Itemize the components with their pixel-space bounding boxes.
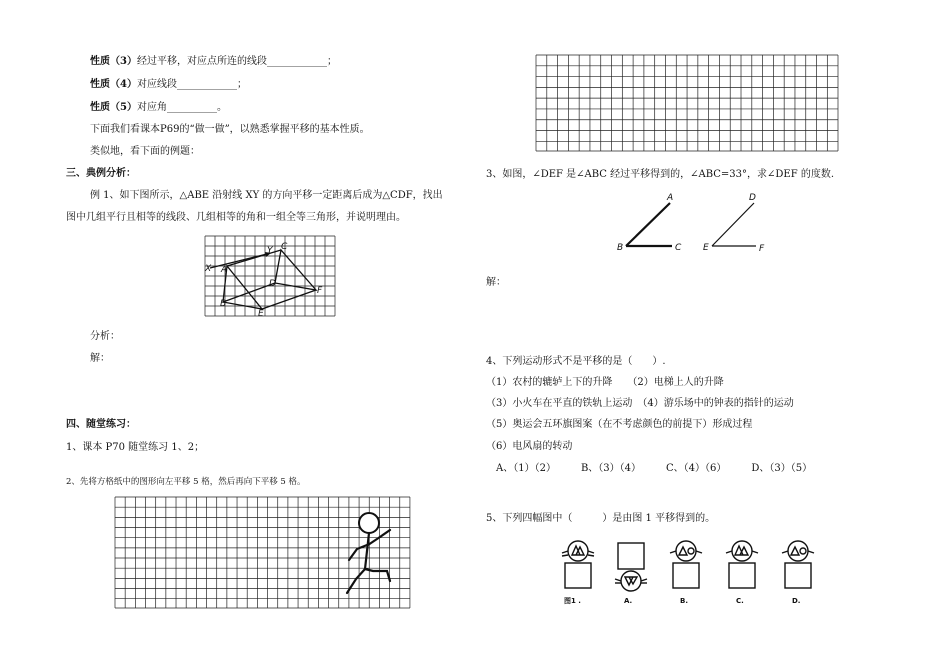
angle-def [712, 203, 756, 246]
q3-label-a: A [667, 193, 674, 203]
triangle-abe [223, 266, 262, 309]
exercise-2-figure [115, 497, 410, 608]
property-5 [90, 101, 227, 114]
property-3-label: 性质（3） [90, 56, 137, 67]
property-3-text: 经过平移，对应点所连的线段____________； [136, 56, 337, 67]
q3-label-f: F [759, 244, 765, 254]
intro-text: 下面我们看课本P69的“做一做”，以熟悉掌握平移的基本性质。 [90, 124, 370, 135]
property-3 [90, 55, 337, 68]
blank-grid [536, 55, 838, 151]
q5-label-d: D. [792, 597, 801, 605]
solution-label-right: 解： [486, 277, 506, 288]
property-5-label: 性质（5） [90, 102, 137, 113]
section-3-heading: 三、典例分析： [66, 168, 136, 179]
example-1-line-2: 图中几组平行且相等的线段、几组相等的角和一组全等三角形，并说明理由。 [66, 212, 406, 223]
q4-item-2: （3）小火车在平直的铁轨上运动 （4）游乐场中的钟表的指针的运动 [486, 398, 794, 409]
q5-figures [562, 537, 824, 612]
example-1-figure [205, 236, 335, 319]
property-4 [90, 78, 247, 91]
similar-text: 类似地，看下面的例题： [90, 146, 200, 157]
q5-option-c [726, 541, 758, 588]
analysis-label: 分析： [90, 331, 120, 342]
property-5-text: 对应角__________。 [136, 102, 227, 113]
label-b: B [220, 299, 227, 309]
blank-grid-top [536, 55, 838, 151]
stick-figure-head [359, 513, 379, 533]
q4-item-3: （5）奥运会五环旗图案（在不考虑颜色的前提下）形成过程 [486, 419, 753, 430]
q3-label-c: C [675, 243, 682, 253]
stick-figure-body [347, 530, 390, 593]
angle-abc [626, 203, 672, 246]
label-x: X [205, 264, 212, 274]
q5-label-fig1: 图1 . [564, 597, 581, 605]
property-4-text: 对应线段____________； [136, 79, 247, 90]
exercise-1: 1、课本 P70 随堂练习 1、2； [66, 442, 205, 453]
question-3: 3、如图，∠DEF 是∠ABC 经过平移得到的，∠ABC=33°，求∠DEF 的度数. [486, 169, 835, 180]
property-4-label: 性质（4） [90, 79, 137, 90]
solution-label-left: 解： [90, 353, 110, 364]
q4-choices: A、（1）（2） B、（3）（4） C、（4）（6） D、（3）（5） [496, 463, 813, 474]
q5-option-b [670, 541, 702, 588]
q5-label-c: C. [736, 597, 744, 605]
label-a: A [221, 265, 228, 275]
q5-label-a: A. [624, 597, 633, 605]
q3-label-b: B [617, 243, 624, 253]
q4-item-4: （6）电风扇的转动 [486, 441, 573, 452]
label-e: E [258, 309, 264, 319]
label-y: Y [267, 246, 273, 256]
label-c: C [281, 242, 288, 252]
label-f: F [317, 286, 323, 296]
section-4-heading: 四、随堂练习： [66, 419, 136, 430]
label-d: D [269, 279, 276, 289]
q3-label-e: E [703, 243, 709, 253]
q5-figure-1 [562, 541, 594, 588]
q5-option-a [615, 543, 647, 591]
exercise-2: 2、先将方格纸中的图形向左平移 5 格，然后再向下平移 5 格。 [66, 477, 306, 487]
question-4: 4、下列运动形式不是平移的是（ ）. [486, 356, 666, 367]
q4-item-1: （1）农村的辘轳上下的升降 （2）电梯上人的升降 [486, 377, 724, 388]
q5-option-d [782, 541, 814, 588]
question-5: 5、下列四幅图中（ ）是由图 1 平移得到的。 [486, 513, 716, 524]
angle-figure [612, 188, 772, 260]
example-1-line-1: 例 1、如下图所示，△ABE 沿射线 XY 的方向平移一定距离后成为△CDF，找出 [90, 190, 443, 201]
q3-label-d: D [749, 193, 756, 203]
q5-label-b: B. [680, 597, 688, 605]
